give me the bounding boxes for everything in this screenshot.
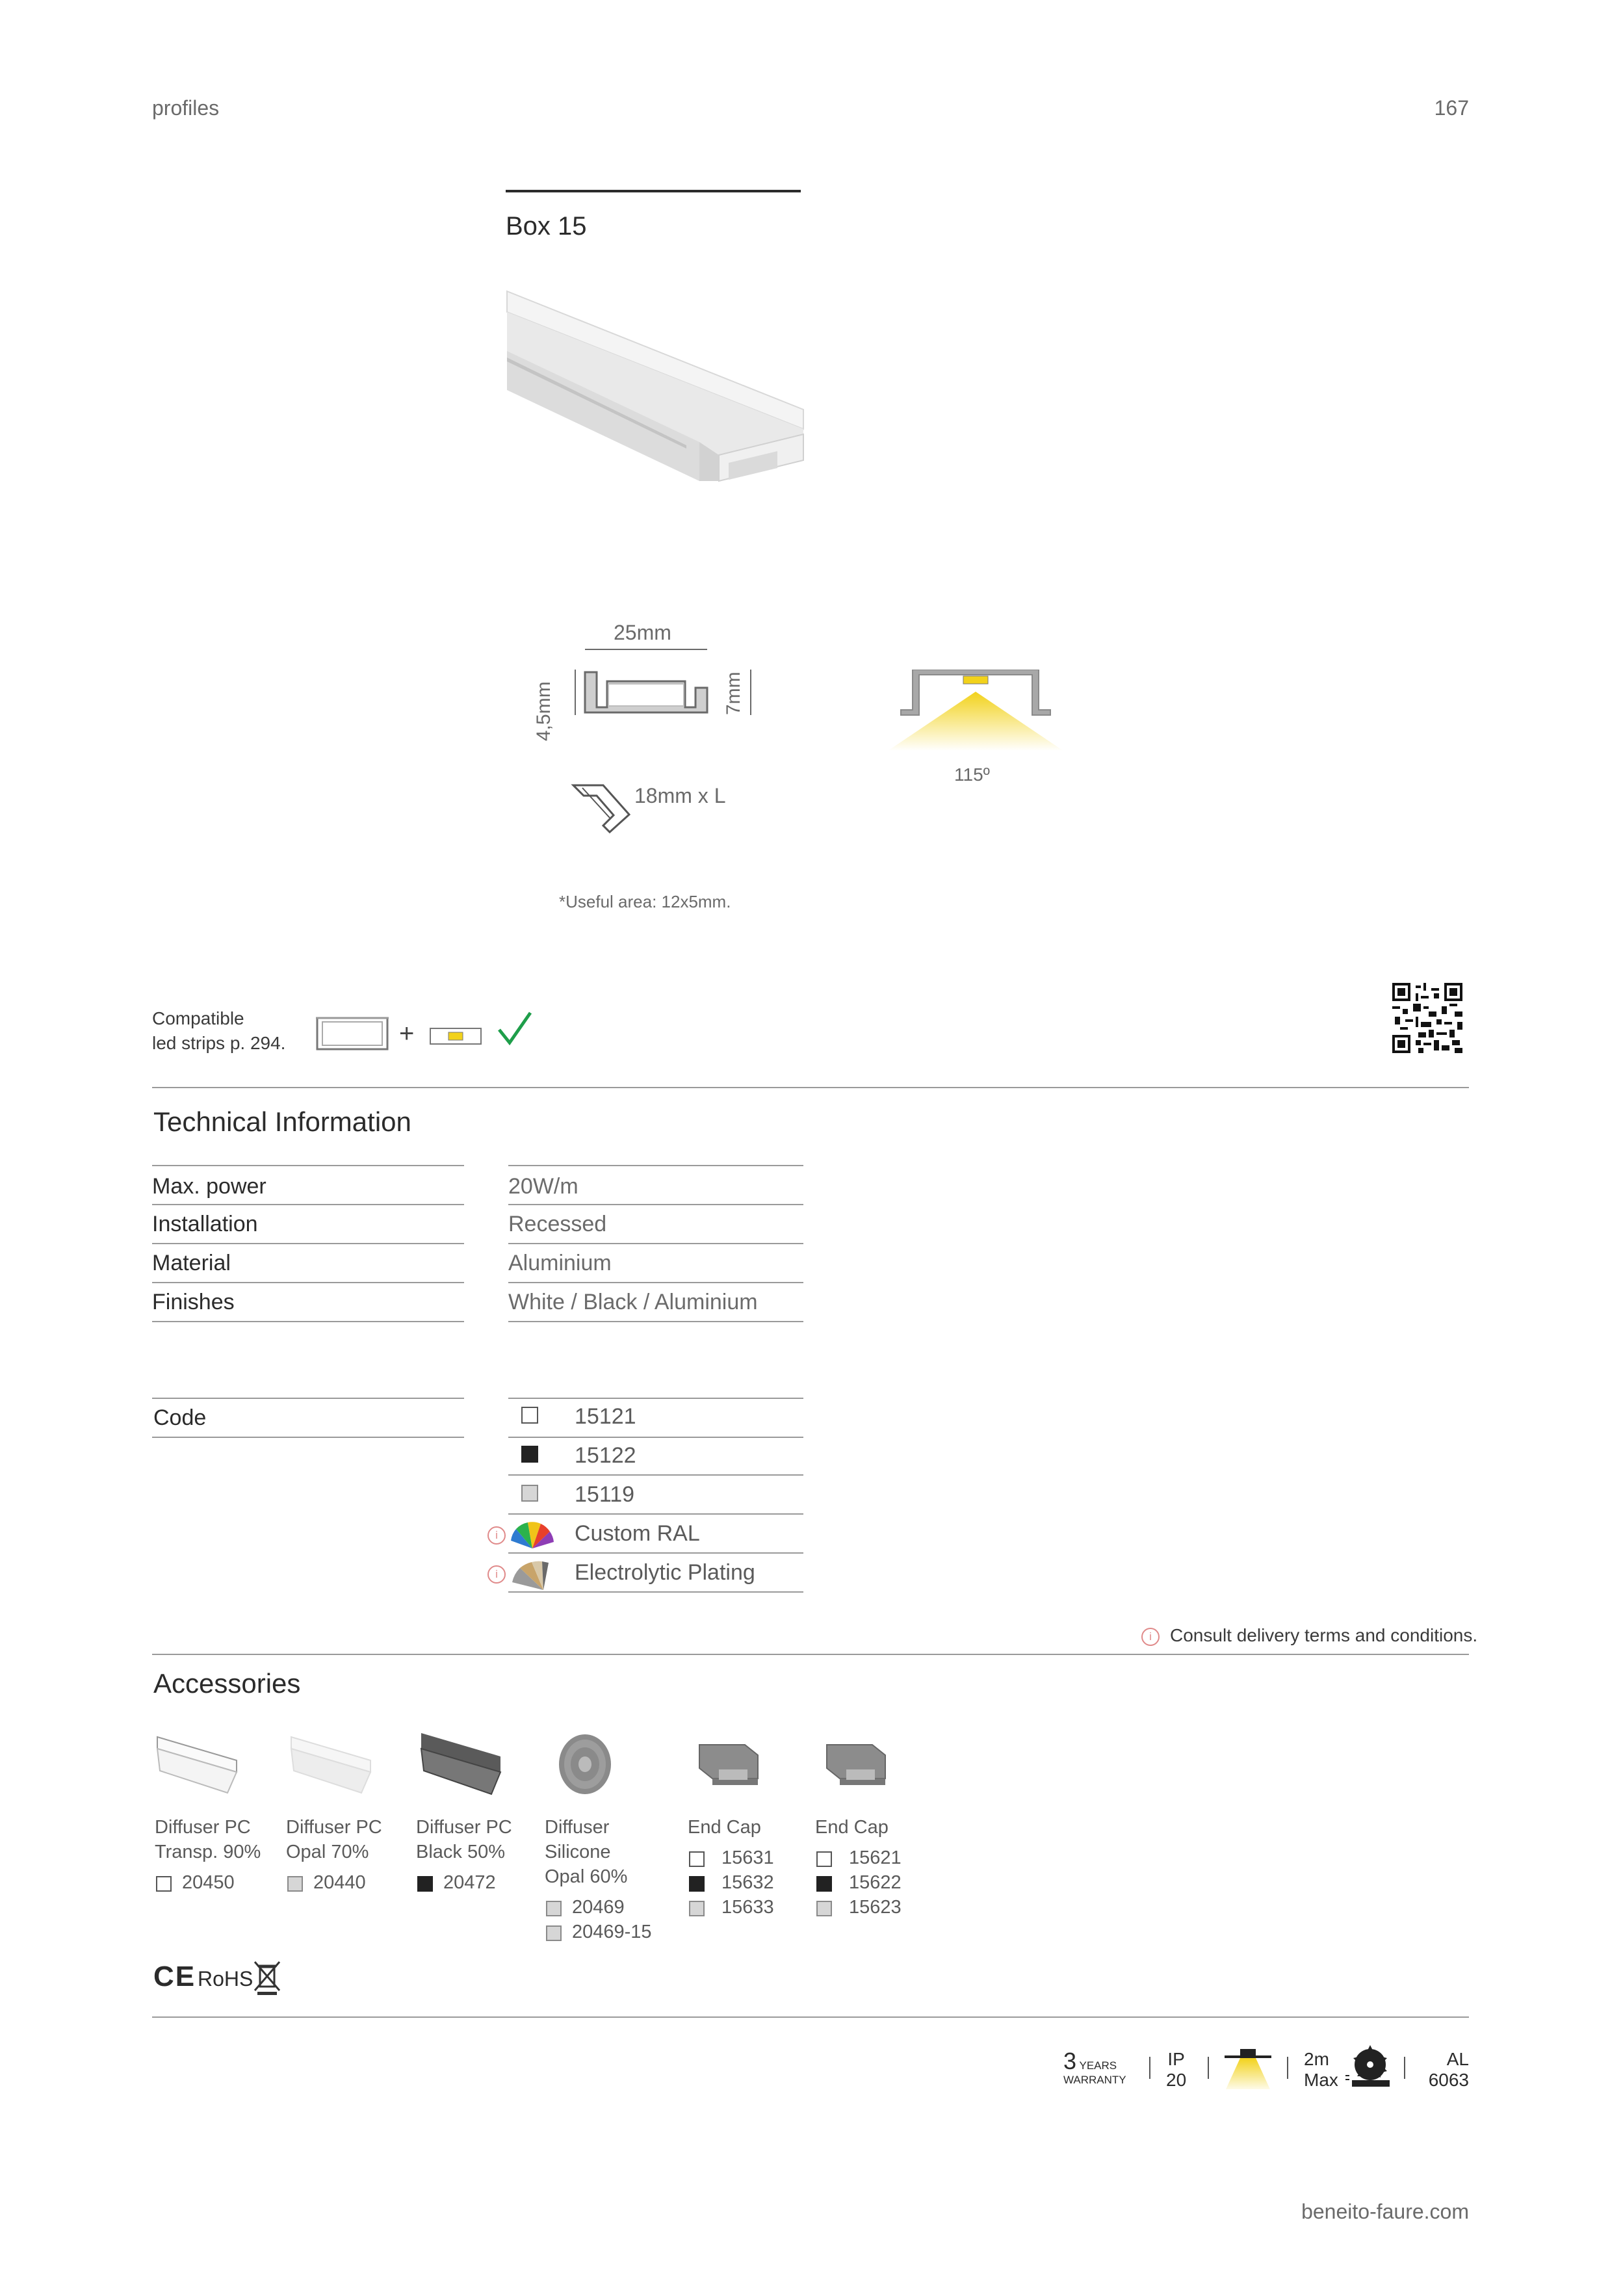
title-rule	[506, 190, 801, 192]
accessory-name-line: Opal 70%	[286, 1842, 369, 1862]
compatible-text	[152, 1006, 285, 1056]
plus-sign: +	[399, 1019, 415, 1048]
swatch-white	[521, 1407, 538, 1424]
swatch-aluminium	[816, 1901, 832, 1916]
length-label: Max	[1304, 2070, 1338, 2090]
code-value-white: 15121	[575, 1404, 636, 1429]
accessory-code: 15631	[721, 1847, 774, 1868]
tech-rule-right-0	[508, 1165, 803, 1166]
accessory-name	[286, 1815, 382, 1864]
diffuser-transparent-image	[155, 1734, 239, 1797]
accessory-name-line: End Cap	[815, 1817, 889, 1838]
tech-rule-left-2	[152, 1243, 464, 1244]
code-rule-4	[508, 1552, 803, 1554]
plating-fan-icon	[510, 1560, 551, 1591]
warranty-badge	[1063, 2048, 1141, 2087]
accessory-name-line: Diffuser PC	[416, 1817, 512, 1838]
tech-rule-right-3	[508, 1282, 803, 1283]
accessory-name-line: Transp. 90%	[155, 1842, 261, 1862]
accessory-name	[155, 1815, 261, 1864]
delivery-note: Consult delivery terms and conditions.	[1170, 1625, 1478, 1645]
compatible-line-1: Compatible	[152, 1008, 244, 1028]
accessory-name-line: Diffuser PC	[155, 1817, 251, 1838]
accessory-name-line: End Cap	[688, 1817, 761, 1838]
divider-top	[152, 1087, 1469, 1088]
width-dimension: 25mm	[614, 621, 671, 644]
spec-separator	[1208, 2057, 1209, 2079]
tech-rule-right-1	[508, 1204, 803, 1205]
ral-fan-icon	[510, 1521, 555, 1550]
warranty-number: 3	[1063, 2048, 1077, 2074]
code-rule-3	[508, 1513, 803, 1515]
code-rule-left-top	[152, 1398, 464, 1399]
code-rule-2	[508, 1474, 803, 1476]
tech-rule-left-1	[152, 1204, 464, 1205]
tech-rule-left-3	[152, 1282, 464, 1283]
end-cap-image	[820, 1740, 892, 1794]
swatch-white	[689, 1851, 705, 1867]
saw-cut-icon	[1344, 2044, 1391, 2089]
code-rule-5	[508, 1591, 803, 1593]
product-title: Box 15	[506, 212, 587, 241]
accessory-name-line: Black 50%	[416, 1842, 506, 1862]
ip-value: 20	[1166, 2070, 1187, 2090]
tech-rule-left-0	[152, 1165, 464, 1166]
swatch-white	[816, 1851, 832, 1867]
accessory-code: 15622	[849, 1872, 902, 1893]
accessory-name-line: Opal 60%	[545, 1866, 628, 1887]
accessory-code: 15623	[849, 1897, 902, 1918]
accessory-code: 20469-15	[572, 1922, 652, 1942]
compatible-line-2: led strips p. 294.	[152, 1033, 286, 1053]
qr-code	[1392, 983, 1462, 1053]
swatch-black	[521, 1446, 538, 1463]
height-right-line	[750, 670, 751, 715]
accessory-code: 15633	[721, 1897, 774, 1918]
accessory-code: 15632	[721, 1872, 774, 1893]
swatch-aluminium	[287, 1876, 303, 1892]
warranty-years: YEARS	[1079, 2059, 1117, 2072]
accessory-code: 15621	[849, 1847, 902, 1868]
ce-mark: CE	[153, 1961, 196, 1992]
tech-rule-right-2	[508, 1243, 803, 1244]
length-spec	[1304, 2049, 1338, 2091]
code-value-custom-ral: Custom RAL	[575, 1521, 700, 1546]
info-icon[interactable]: i	[487, 1526, 506, 1545]
info-icon[interactable]: i	[487, 1565, 506, 1584]
swatch-black	[689, 1876, 705, 1892]
accessory-name	[416, 1815, 512, 1864]
alloy-label: AL	[1446, 2049, 1469, 2069]
weee-bin-icon	[253, 1961, 281, 1996]
swatch-black	[816, 1876, 832, 1892]
rohs-mark: RoHS	[198, 1967, 253, 1990]
accessory-name-line: Diffuser	[545, 1817, 610, 1838]
swatch-black	[417, 1876, 433, 1892]
tech-rule-left-4	[152, 1321, 464, 1322]
swatch-aluminium	[546, 1925, 562, 1941]
tech-value-material: Aluminium	[508, 1251, 612, 1275]
useful-area-note: *Useful area: 12x5mm.	[559, 892, 731, 911]
ip-label: IP	[1167, 2049, 1185, 2069]
profile-product-image	[504, 286, 816, 501]
beam-angle-label: 115º	[954, 764, 990, 785]
accessory-name-line: Diffuser PC	[286, 1817, 382, 1838]
diffuser-opal-image	[289, 1734, 373, 1797]
tech-rule-right-4	[508, 1321, 803, 1322]
code-value-black: 15122	[575, 1443, 636, 1468]
accessory-code: 20472	[443, 1872, 496, 1893]
code-value-aluminium: 15119	[575, 1482, 635, 1507]
profile-mini-icon	[315, 1015, 390, 1052]
code-value-electrolytic-plating: Electrolytic Plating	[575, 1560, 755, 1585]
tech-label-max-power: Max. power	[152, 1174, 266, 1199]
code-label: Code	[153, 1405, 207, 1430]
page-number: 167	[1434, 96, 1469, 120]
spec-separator	[1149, 2057, 1150, 2079]
tech-value-finishes: White / Black / Aluminium	[508, 1290, 758, 1314]
tech-label-installation: Installation	[152, 1212, 258, 1236]
height-right-dimension: 7mm	[723, 672, 744, 715]
accessory-name-line: Silicone	[545, 1842, 611, 1862]
check-icon	[495, 1009, 534, 1048]
accessory-name	[815, 1815, 889, 1840]
spec-separator	[1404, 2057, 1405, 2079]
code-rule-0	[508, 1398, 803, 1399]
beam-angle-diagram	[888, 670, 1063, 754]
code-rule-1	[508, 1437, 803, 1438]
warranty-label: WARRANTY	[1063, 2074, 1126, 2086]
accessory-code: 20450	[182, 1872, 235, 1893]
spec-separator	[1287, 2057, 1288, 2079]
height-left-line	[575, 670, 576, 715]
accessory-code: 20440	[313, 1872, 366, 1893]
swatch-aluminium	[689, 1901, 705, 1916]
diffuser-silicone-image	[551, 1729, 616, 1801]
alloy-value: 6063	[1428, 2070, 1469, 2090]
divider-accessories	[152, 1654, 1469, 1655]
accessory-name	[688, 1815, 761, 1840]
profile-cross-section	[581, 670, 711, 722]
tech-label-finishes: Finishes	[152, 1290, 235, 1314]
led-strip-width-icon	[571, 779, 636, 837]
length-value: 2m	[1304, 2049, 1329, 2069]
accessories-heading: Accessories	[153, 1668, 301, 1699]
recessed-light-icon	[1222, 2048, 1274, 2091]
strip-width-dimension: 18mm x L	[634, 784, 726, 807]
divider-specs	[152, 2016, 1469, 2018]
accessory-name	[545, 1815, 627, 1889]
width-dimension-line	[585, 649, 707, 650]
led-strip-mini-icon	[429, 1027, 482, 1045]
accessory-code: 20469	[572, 1897, 625, 1918]
diffuser-black-image	[419, 1730, 503, 1797]
alloy-spec	[1414, 2049, 1469, 2091]
swatch-aluminium	[521, 1485, 538, 1502]
swatch-white	[156, 1876, 172, 1892]
code-rule-left-bottom	[152, 1437, 464, 1438]
height-left-dimension: 4,5mm	[533, 681, 554, 741]
tech-value-installation: Recessed	[508, 1212, 607, 1236]
ip-rating	[1166, 2049, 1186, 2091]
info-icon[interactable]: i	[1141, 1628, 1160, 1646]
end-cap-image	[693, 1740, 764, 1794]
swatch-aluminium	[546, 1901, 562, 1916]
tech-value-max-power: 20W/m	[508, 1174, 578, 1199]
website-link[interactable]: beneito-faure.com	[1301, 2200, 1469, 2223]
technical-heading: Technical Information	[153, 1106, 411, 1137]
tech-label-material: Material	[152, 1251, 231, 1275]
section-label: profiles	[152, 96, 220, 120]
